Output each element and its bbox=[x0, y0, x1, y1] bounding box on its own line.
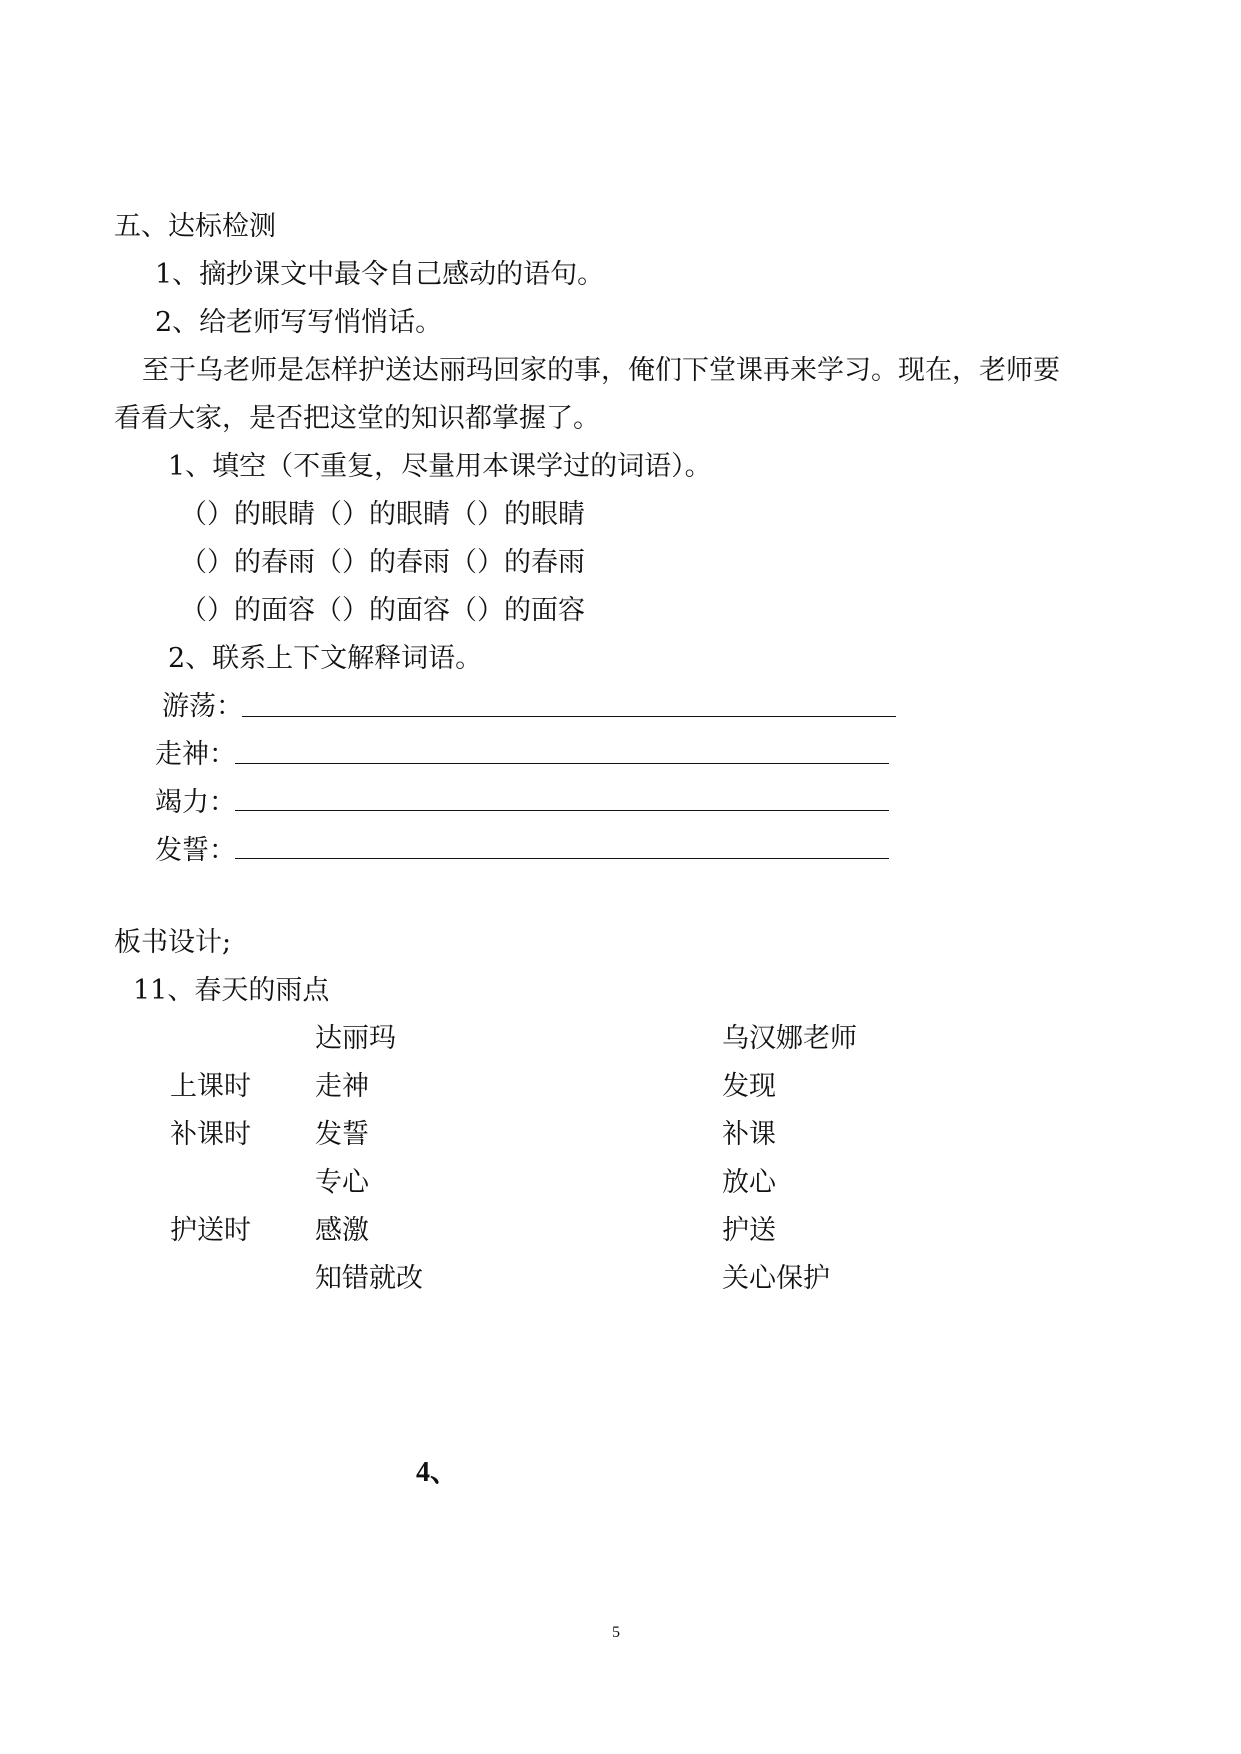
board-right-cell: 关心保护 bbox=[722, 1263, 830, 1294]
board-left-cell: 走神 bbox=[315, 1071, 369, 1102]
board-stage: 补课时 bbox=[170, 1119, 251, 1150]
section-marker: 4、 bbox=[416, 1457, 459, 1488]
task-item-2: 2、给老师写写悄悄话。 bbox=[155, 307, 443, 338]
section-heading: 五、达标检测 bbox=[114, 211, 276, 242]
board-stage: 护送时 bbox=[170, 1215, 251, 1246]
fill-blank-title: 1、填空（不重复，尽量用本课学过的词语）。 bbox=[168, 451, 712, 482]
board-right-cell: 补课 bbox=[722, 1119, 776, 1150]
word-label: 游荡： bbox=[162, 691, 243, 722]
word-label: 竭力： bbox=[155, 787, 236, 818]
board-right-cell: 护送 bbox=[722, 1215, 776, 1246]
fill-blank-row: （）的面容（）的面容（）的面容 bbox=[180, 595, 585, 626]
lesson-title: 11、春天的雨点 bbox=[133, 975, 330, 1006]
column-header-left: 达丽玛 bbox=[315, 1023, 396, 1054]
board-heading: 板书设计; bbox=[114, 927, 232, 958]
answer-line bbox=[235, 858, 889, 859]
board-left-cell: 专心 bbox=[315, 1167, 369, 1198]
word-label: 走神： bbox=[155, 739, 236, 770]
board-right-cell: 放心 bbox=[722, 1167, 776, 1198]
board-left-cell: 发誓 bbox=[315, 1119, 369, 1150]
board-left-cell: 感激 bbox=[315, 1215, 369, 1246]
board-left-cell: 知错就改 bbox=[315, 1263, 423, 1294]
paragraph-line-1: 至于乌老师是怎样护送达丽玛回家的事，俺们下堂课再来学习。现在，老师要 bbox=[142, 355, 1060, 386]
answer-line bbox=[235, 810, 889, 811]
paragraph-line-2: 看看大家，是否把这堂的知识都掌握了。 bbox=[114, 403, 600, 434]
fill-blank-row: （）的眼睛（）的眼睛（）的眼睛 bbox=[180, 499, 585, 530]
page-number: 5 bbox=[612, 1624, 620, 1641]
answer-line bbox=[242, 716, 896, 717]
fill-blank-row: （）的春雨（）的春雨（）的春雨 bbox=[180, 547, 585, 578]
task-item-1: 1、摘抄课文中最令自己感动的语句。 bbox=[155, 259, 605, 290]
column-header-right: 乌汉娜老师 bbox=[722, 1023, 857, 1054]
explain-title: 2、联系上下文解释词语。 bbox=[168, 643, 483, 674]
word-label: 发誓： bbox=[155, 835, 236, 866]
answer-line bbox=[235, 763, 889, 764]
board-stage: 上课时 bbox=[170, 1071, 251, 1102]
board-right-cell: 发现 bbox=[722, 1071, 776, 1102]
